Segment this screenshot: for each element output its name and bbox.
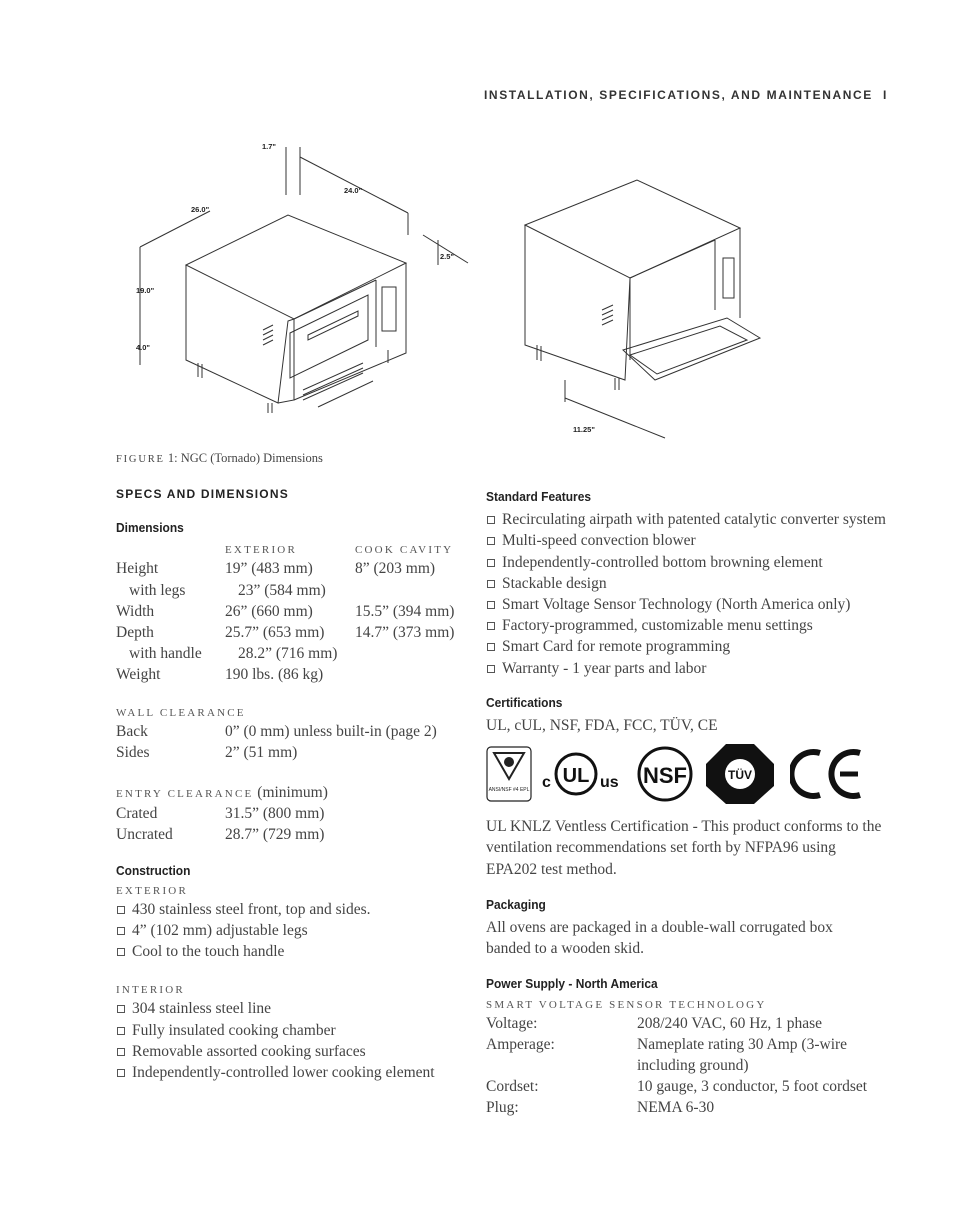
figure-caption-text: 1: NGC (Tornado) Dimensions [167, 451, 323, 465]
figure-caption [116, 451, 323, 466]
figure-caption-label: FIGURE [116, 454, 165, 465]
cul-us-logo [540, 745, 628, 803]
list-item: Factory-programmed, customizable menu settings [486, 615, 896, 636]
list-item: 304 stainless steel line [116, 998, 476, 1019]
list-item: 430 stainless steel front, top and sides. [116, 899, 476, 920]
dim-row: Weight 190 lbs. (86 kg) [116, 666, 324, 684]
list-item: Smart Voltage Sensor Technology (North America only) [486, 594, 896, 615]
tuv-logo [704, 743, 776, 805]
list-item: Warranty - 1 year parts and labor [486, 658, 896, 679]
power-row: Voltage: 208/240 VAC, 60 Hz, 1 phase [486, 1014, 822, 1032]
dim-row: Height 19” (483 mm) 8” (203 mm) [116, 560, 436, 578]
dim-label-19: 19.0" [136, 286, 155, 295]
running-head: INSTALLATION, SPECIFICATIONS, AND MAINTENANCE [484, 88, 873, 102]
clearance-row: Back 0” (0 mm) unless built-in (page 2) [116, 722, 437, 740]
nsf-logo [636, 745, 698, 803]
power-row: Plug: NEMA 6-30 [486, 1099, 715, 1117]
standard-features-list [486, 509, 896, 679]
cul-c-text: c [542, 774, 551, 792]
certification-note: UL KNLZ Ventless Certification - This product conforms to the ventilation recommendations set forth by NFPA96 using EPA202 test method. [486, 818, 882, 878]
ul-epl-logo [486, 745, 534, 803]
dim-row: with legs 23” (584 mm) [129, 581, 326, 599]
page-number: I [883, 88, 887, 102]
construction-exterior-list [116, 899, 476, 963]
dim-row: Width 26” (660 mm) 15.5” (394 mm) [116, 602, 455, 620]
list-item: Smart Card for remote programming [486, 636, 896, 657]
list-item: Stackable design [486, 573, 896, 594]
cul-us-text: us [600, 774, 619, 792]
clearance-row: Crated 31.5” (800 mm) [116, 805, 325, 823]
ul-epl-logo-text: ANSI/NSF #4 EPL [488, 787, 530, 794]
list-item: 4” (102 mm) adjustable legs [116, 920, 476, 941]
construction-interior-label: INTERIOR [116, 984, 185, 997]
construction-heading: Construction [116, 862, 191, 878]
power-supply-heading: Power Supply - North America [486, 976, 658, 992]
construction-interior-list [116, 998, 476, 1083]
nsf-logo-text: NSF [643, 763, 687, 789]
power-row: Cordset: 10 gauge, 3 conductor, 5 foot cordset [486, 1078, 868, 1096]
certifications-list: UL, cUL, NSF, FDA, FCC, TÜV, CE [486, 717, 718, 735]
construction-exterior-label: EXTERIOR [116, 884, 188, 897]
wall-clearance-label: WALL CLEARANCE [116, 706, 246, 719]
list-item: Cool to the touch handle [116, 941, 476, 962]
dimensions-col-headers [116, 542, 476, 558]
power-row: Amperage: Nameplate rating 30 Amp (3-wire including ground) [486, 1035, 848, 1075]
dim-label-26: 26.0" [191, 205, 210, 214]
power-supply-table [486, 1013, 896, 1119]
oven-dimension-drawing [118, 135, 478, 435]
certification-logos [486, 744, 896, 804]
clearance-row: Sides 2” (51 mm) [116, 743, 298, 761]
clearance-row: Uncrated 28.7” (729 mm) [116, 826, 325, 844]
packaging-text: All ovens are packaged in a double-wall corrugated box banded to a wooden skid. [486, 919, 833, 958]
left-column [116, 484, 476, 1083]
dim-row: with handle 28.2” (716 mm) [129, 645, 338, 663]
list-item: Removable assorted cooking surfaces [116, 1041, 476, 1062]
dim-row: Depth 25.7” (653 mm) 14.7” (373 mm) [116, 624, 455, 642]
dim-label-4: 4.0" [136, 343, 150, 352]
cul-ul-text: UL [562, 765, 590, 788]
dimensions-table [116, 558, 476, 685]
list-item: Recirculating airpath with patented catalytic converter system [486, 509, 896, 530]
power-supply-label: SMART VOLTAGE SENSOR TECHNOLOGY [486, 998, 767, 1011]
entry-clearance-label: ENTRY CLEARANCE (minimum) [116, 784, 328, 802]
packaging-heading: Packaging [486, 896, 546, 912]
certifications-heading: Certifications [486, 694, 563, 710]
section-title-specs: SPECS AND DIMENSIONS [116, 487, 289, 501]
ce-logo [790, 745, 870, 803]
list-item: Independently-controlled bottom browning element [486, 552, 896, 573]
dim-label-1-7: 1.7" [262, 142, 276, 151]
list-item: Fully insulated cooking chamber [116, 1020, 476, 1041]
tuv-logo-text: TÜV [728, 768, 752, 783]
list-item: Multi-speed convection blower [486, 530, 896, 551]
dim-label-24: 24.0" [344, 186, 363, 195]
col-cavity-header: COOK CAVITY [355, 544, 454, 557]
list-item: Independently-controlled lower cooking element [116, 1062, 476, 1083]
oven-open-door-drawing [505, 170, 775, 440]
dimensions-heading: Dimensions [116, 520, 184, 536]
ce-logo-text: CE [790, 745, 792, 747]
dim-label-2-5: 2.5" [440, 252, 454, 261]
standard-features-heading: Standard Features [486, 489, 592, 504]
col-exterior-header: EXTERIOR [225, 544, 297, 557]
dim-label-11-25: 11.25" [573, 425, 595, 434]
right-column [486, 486, 896, 1119]
